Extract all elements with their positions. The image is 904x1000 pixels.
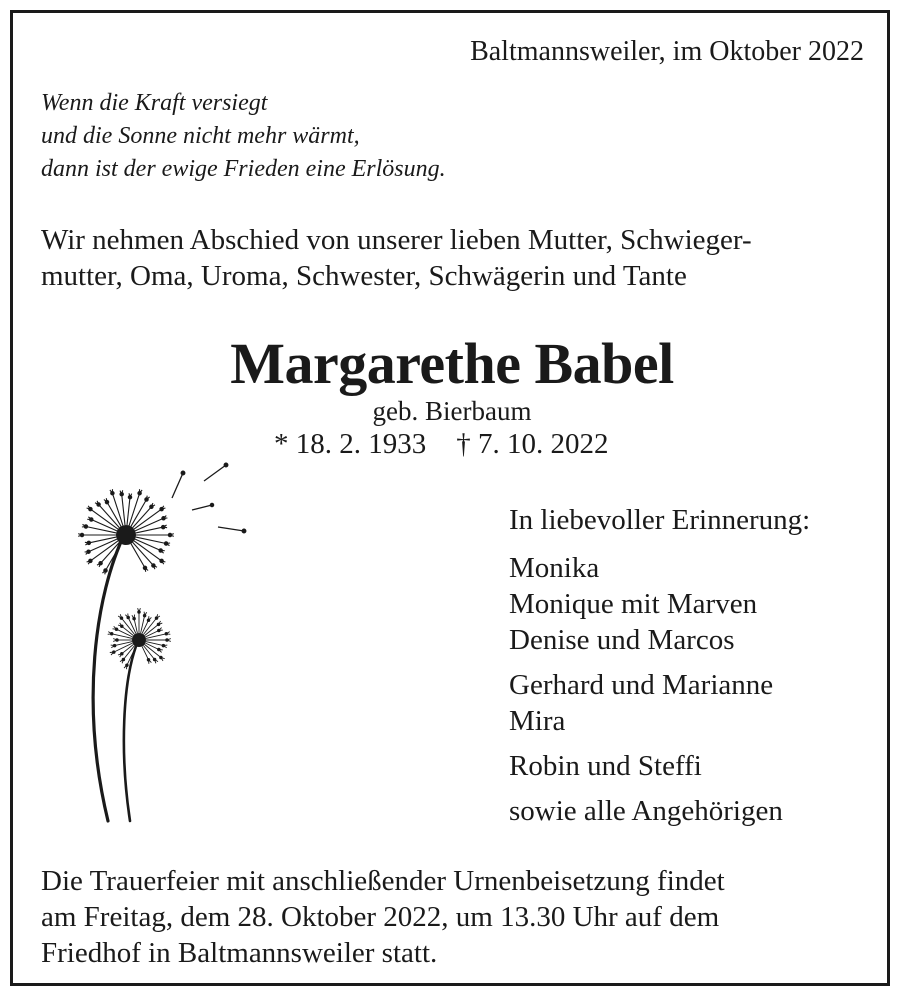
mourner-name: Monique mit Marven: [509, 588, 758, 620]
dandelion-illustration: [70, 455, 260, 827]
funeral-service-info: [41, 863, 725, 971]
mourners-list: [509, 502, 810, 829]
intro-line: Wir nehmen Abschied von unserer lieben Mutter, Schwieger-: [41, 224, 752, 256]
birth-date: * 18. 2. 1933: [274, 428, 427, 460]
service-line: Die Trauerfeier mit anschließender Urnenbeisetzung findet: [41, 865, 725, 897]
maiden-name: geb. Bierbaum: [372, 396, 532, 426]
place-and-date: Baltmannsweiler, im Oktober 2022: [470, 36, 864, 67]
death-date: † 7. 10. 2022: [456, 428, 609, 460]
mourner-name: sowie alle Angehörigen: [509, 795, 783, 827]
poem-line: Wenn die Kraft versiegt: [41, 90, 268, 116]
mourner-name: Mira: [509, 705, 566, 737]
deceased-name: Margarethe Babel: [230, 331, 674, 396]
mourner-name: Denise und Marcos: [509, 624, 735, 656]
intro-line: mutter, Oma, Uroma, Schwester, Schwägerin und Tante: [41, 260, 687, 292]
service-line: Friedhof in Baltmannsweiler statt.: [41, 937, 438, 969]
poem-line: und die Sonne nicht mehr wärmt,: [41, 123, 360, 149]
life-dates: [274, 428, 609, 461]
farewell-intro: [41, 222, 752, 294]
service-line: am Freitag, dem 28. Oktober 2022, um 13.30 Uhr auf dem: [41, 901, 720, 933]
mourner-name: Robin und Steffi: [509, 750, 702, 782]
mourner-name: Monika: [509, 552, 600, 584]
poem: [41, 87, 446, 186]
poem-line: dann ist der ewige Frieden eine Erlösung.: [41, 156, 446, 182]
mourner-name: Gerhard und Marianne: [509, 669, 774, 701]
mourners-heading: In liebevoller Erinnerung:: [509, 504, 811, 536]
